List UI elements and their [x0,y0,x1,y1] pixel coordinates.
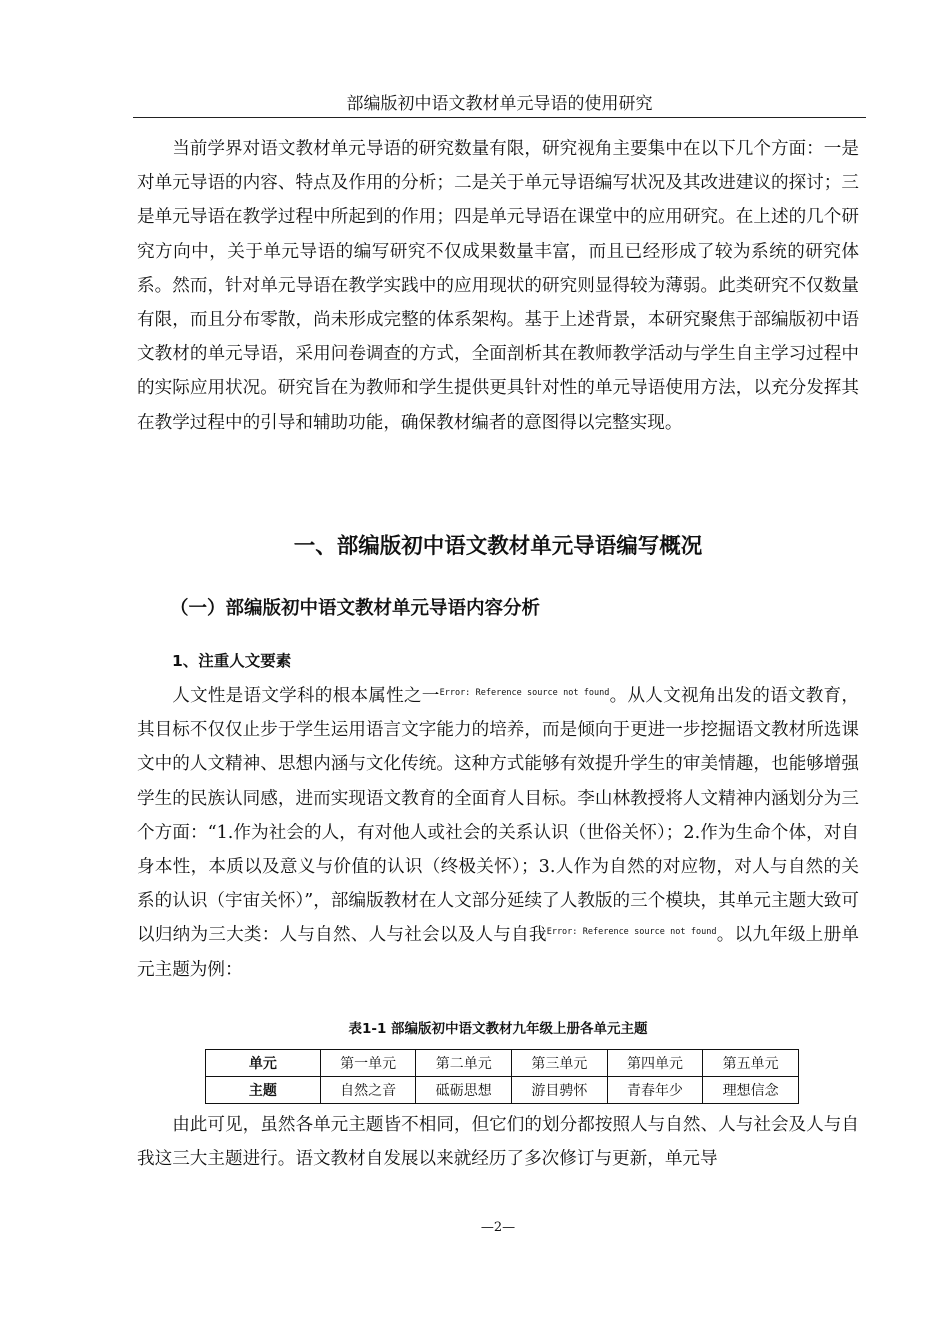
humanities-text-2: 。从人文视角出发的语文教育，其目标不仅仅止步于学生运用语言文字能力的培养，而是倾向于更进一步挖掘语文教材所选课文中的人文精神、思想内涵与文化传统。这种方式能够有效提升学生的审美情趣，也能够增强学生的民族认同感，进而实现语文教育的全面育人目标。李山林教授将人文精神内涵划分为三个方面：“1.作为社会的人，有对他人或社会的关系认识（世俗关怀）；2.作为生命个体，对自身本性，本质以及意义与价值的认识（终极关怀）；3.人作为自然的对应物，对人与自然的关系的认识（宇宙关怀）”，部编版教材在人文部分延续了人教版的三个模块，其单元主题大致可以归纳为三大类：人与自然、人与社会以及人与自我 [137,686,859,946]
point-heading: 1、注重人文要素 [172,652,292,670]
table-row-header-theme: 主题 [206,1077,321,1104]
table-cell-unit: 第一单元 [320,1050,416,1077]
table-row-header-unit: 单元 [206,1050,321,1077]
humanities-text-3: 。以九年级上册单元主题为例： [137,925,859,980]
table-caption: 表1-1 部编版初中语文教材九年级上册各单元主题 [348,1021,648,1037]
table-cell-unit: 第二单元 [416,1050,512,1077]
table-row [206,1077,799,1104]
reference-error-2: Error: Reference source not found [546,927,717,938]
unit-theme-table [205,1049,799,1104]
section-heading: 一、部编版初中语文教材单元导语编写概况 [293,534,703,559]
running-header: 部编版初中语文教材单元导语的使用研究 [346,94,653,114]
table-cell-unit: 第五单元 [703,1050,799,1077]
table-cell-theme: 理想信念 [703,1077,799,1104]
page-number: —2— [480,1220,516,1235]
subsection-heading: （一）部编版初中语文教材单元导语内容分析 [170,598,541,619]
closing-paragraph: 由此可见，虽然各单元主题皆不相同，但它们的划分都按照人与自然、人与社会及人与自我这三大主题进行。语文教材自发展以来就经历了多次修订与更新，单元导 [137,1115,859,1170]
humanities-paragraph [137,679,859,987]
table-cell-theme: 青春年少 [607,1077,703,1104]
table-row [206,1050,799,1077]
table-cell-unit: 第三单元 [512,1050,608,1077]
humanities-text-1: 人文性是语文学科的根本属性之一 [172,686,440,706]
header-rule [133,117,866,118]
reference-error-1: Error: Reference source not found [439,688,610,698]
table-cell-theme: 游目骋怀 [512,1077,608,1104]
intro-paragraph: 当前学界对语文教材单元导语的研究数量有限，研究视角主要集中在以下几个方面：一是对单元导语的内容、特点及作用的分析；二是关于单元导语编写状况及其改进建议的探讨；三是单元导语在教学过程中所起到的作用；四是单元导语在课堂中的应用研究。在上述的几个研究方向中，关于单元导语的编写研究不仅成果数量丰富，而且已经形成了较为系统的研究体系。然而，针对单元导语在教学实践中的应用现状的研究则显得较为薄弱。此类研究不仅数量有限，而且分布零散，尚未形成完整的体系架构。基于上述背景，本研究聚焦于部编版初中语文教材的单元导语，采用问卷调查的方式，全面剖析其在教师教学活动与学生自主学习过程中的实际应用状况。研究旨在为教师和学生提供更具针对性的单元导语使用方法，以充分发挥其在教学过程中的引导和辅助功能，确保教材编者的意图得以完整实现。 [137,139,859,433]
table-cell-unit: 第四单元 [607,1050,703,1077]
table-cell-theme: 自然之音 [320,1077,416,1104]
table-cell-theme: 砥砺思想 [416,1077,512,1104]
